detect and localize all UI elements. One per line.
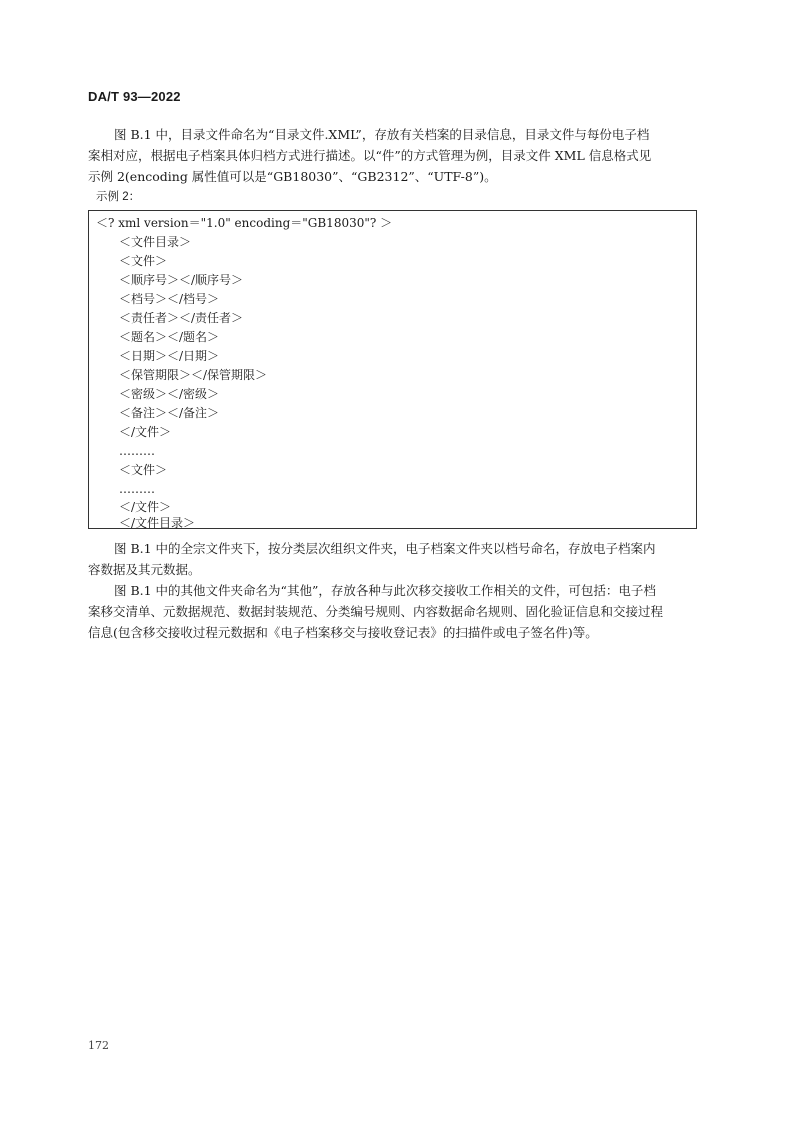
code-line: ＜日期＞＜/日期＞ bbox=[119, 349, 220, 363]
paragraph-line: 图 B.1 中的全宗文件夹下，按分类层次组织文件夹，电子档案文件夹以档号命名，存放电子档案内 bbox=[114, 541, 656, 556]
code-line: ＜/文件＞ bbox=[119, 425, 172, 439]
code-line: ＜文件＞ bbox=[119, 463, 168, 477]
document-code: DA/T 93—2022 bbox=[88, 89, 181, 104]
paragraph-fonds-folder bbox=[88, 538, 708, 580]
code-line: ＜/文件＞ bbox=[119, 500, 172, 514]
code-line: ＜保管期限＞＜/保管期限＞ bbox=[119, 368, 268, 382]
paragraph-other-folder bbox=[88, 580, 708, 643]
paragraph-line: 图 B.1 中，目录文件命名为“目录文件.XML”，存放有关档案的目录信息，目录文件与每份电子档 bbox=[114, 127, 650, 142]
code-line: ＜? xml version＝"1.0" encoding＝"GB18030"? ＞ bbox=[96, 216, 393, 230]
code-line: ＜备注＞＜/备注＞ bbox=[119, 406, 220, 420]
paragraph-line: 案移交清单、元数据规范、数据封装规范、分类编号规则、内容数据命名规则、固化验证信息和交接过程 bbox=[88, 604, 664, 619]
xml-example-box bbox=[88, 210, 697, 529]
code-ellipsis: ……… bbox=[119, 482, 155, 496]
code-line: ＜密级＞＜/密级＞ bbox=[119, 387, 220, 401]
code-line: ＜/文件目录＞ bbox=[119, 516, 196, 530]
paragraph-line: 案相对应，根据电子档案具体归档方式进行描述。以“件”的方式管理为例，目录文件 XML 信息格式见 bbox=[88, 148, 652, 163]
example-label: 示例 2： bbox=[96, 191, 141, 203]
code-line: ＜档号＞＜/档号＞ bbox=[119, 292, 220, 306]
paragraph-line: 信息(包含移交接收过程元数据和《电子档案移交与接收登记表》的扫描件或电子签名件)等。 bbox=[88, 625, 598, 640]
code-line: ＜责任者＞＜/责任者＞ bbox=[119, 311, 244, 325]
code-line: ＜题名＞＜/题名＞ bbox=[119, 330, 220, 344]
code-ellipsis: ……… bbox=[119, 444, 155, 458]
code-line: ＜顺序号＞＜/顺序号＞ bbox=[119, 273, 244, 287]
code-line: ＜文件＞ bbox=[119, 254, 168, 268]
paragraph-line: 示例 2(encoding 属性值可以是“GB18030”、“GB2312”、“UTF-8”)。 bbox=[88, 169, 497, 184]
code-line: ＜文件目录＞ bbox=[119, 235, 192, 249]
page-number: 172 bbox=[88, 1039, 109, 1052]
paragraph-directory-file bbox=[88, 124, 708, 187]
paragraph-line: 容数据及其元数据。 bbox=[88, 562, 201, 577]
paragraph-line: 图 B.1 中的其他文件夹命名为“其他”，存放各种与此次移交接收工作相关的文件，可包括：电子档 bbox=[114, 583, 656, 598]
